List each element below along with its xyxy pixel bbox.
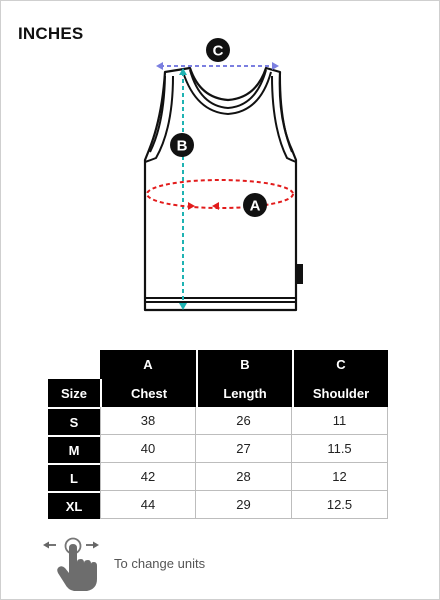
- badge-c: [206, 38, 230, 62]
- chest-value: 38: [100, 407, 196, 435]
- length-value: 29: [196, 491, 292, 519]
- row-size-label: XL: [48, 491, 100, 519]
- garment-label: [297, 264, 303, 284]
- badge-a: [243, 193, 267, 217]
- table-header-row: [48, 379, 388, 407]
- shoulder-value: 11: [292, 407, 388, 435]
- table-row: [48, 435, 388, 463]
- table-row: [48, 407, 388, 435]
- badge-c-label: C: [212, 42, 224, 60]
- row-size-label: M: [48, 435, 100, 463]
- shoulder-measure-line: [156, 62, 279, 70]
- change-units-hint: To change units: [114, 556, 206, 571]
- column-letter-c: C: [292, 350, 388, 379]
- badge-b-label: B: [176, 137, 188, 155]
- table-row: [48, 491, 388, 519]
- shoulder-value: 12.5: [292, 491, 388, 519]
- size-header: Size: [48, 379, 100, 407]
- column-header-length: Length: [196, 379, 292, 407]
- column-letter-b: B: [196, 350, 292, 379]
- shoulder-value: 12: [292, 463, 388, 491]
- table-letter-row: [48, 350, 388, 379]
- row-size-label: L: [48, 463, 100, 491]
- chest-value: 44: [100, 491, 196, 519]
- length-value: 26: [196, 407, 292, 435]
- table-row: [48, 463, 388, 491]
- chest-value: 42: [100, 463, 196, 491]
- length-value: 28: [196, 463, 292, 491]
- table-corner: [48, 350, 100, 379]
- badge-b: [170, 133, 194, 157]
- column-letter-a: A: [100, 350, 196, 379]
- column-header-shoulder: Shoulder: [292, 379, 388, 407]
- units-title: INCHES: [18, 24, 84, 43]
- column-header-chest: Chest: [100, 379, 196, 407]
- shoulder-value: 11.5: [292, 435, 388, 463]
- chest-value: 40: [100, 435, 196, 463]
- length-value: 27: [196, 435, 292, 463]
- row-size-label: S: [48, 407, 100, 435]
- size-chart-table: [48, 350, 388, 519]
- badge-a-label: A: [249, 197, 261, 215]
